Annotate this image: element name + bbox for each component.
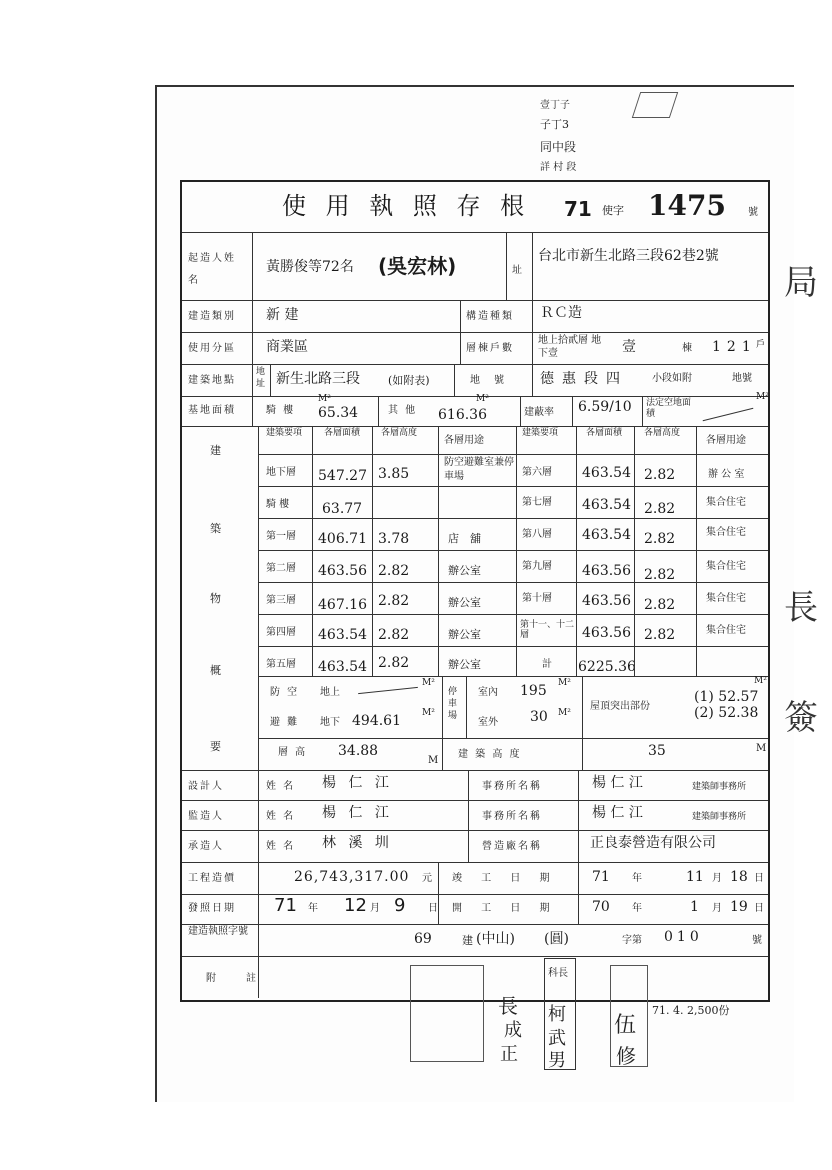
right-row-area-0: 463.54	[582, 465, 631, 481]
completion-year: 71	[592, 869, 610, 885]
right-row-name-6: 計	[542, 659, 552, 670]
applicant-label: 起造人姓名	[188, 253, 236, 286]
left-row-area-6: 463.54	[318, 659, 367, 675]
approval-stamp-1	[410, 965, 484, 1062]
parking-outdoor-label: 室外	[478, 717, 498, 728]
number-prefix: 使字	[602, 204, 624, 217]
left-row-name-4: 第三層	[266, 595, 296, 606]
print-note: 71. 4. 2,500份	[652, 1004, 730, 1017]
open-space-unit: M²	[756, 392, 769, 402]
permit-number-value: 010	[664, 929, 703, 945]
roof-value-1: (1) 52.57	[694, 689, 759, 705]
air-raid-unit-1: M²	[422, 678, 435, 688]
remarks-label: 附 註	[206, 973, 266, 984]
left-row-height-2: 3.78	[378, 531, 410, 547]
number-suffix: 號	[748, 207, 758, 218]
left-col-header-2: 各層面積	[323, 428, 360, 438]
air-raid-label-1: 防 空	[270, 687, 300, 698]
right-col-header-2: 各層面積	[585, 428, 622, 438]
other-label: 其 他	[388, 405, 418, 416]
applicant-handwritten-name: (吳宏林)	[378, 254, 457, 278]
structure-label: 構造種類	[466, 311, 514, 322]
summary-side-2: 築	[210, 522, 221, 535]
lot-subsection: 小段如附	[652, 373, 692, 384]
margin-char-2: 長	[784, 588, 818, 628]
cost-label: 工程造價	[188, 873, 236, 884]
building-type-value: 新 建	[266, 307, 299, 323]
corner-mark-4: 詳 村 段	[540, 162, 577, 173]
completion-m: 月	[712, 873, 722, 884]
parking-indoor-label: 室內	[478, 687, 498, 698]
left-row-use-3: 辦公室	[448, 564, 481, 577]
air-raid-below-value: 494.61	[352, 713, 401, 729]
right-row-name-2: 第八層	[522, 529, 552, 540]
summary-side-1: 建	[210, 444, 221, 457]
left-row-area-5: 463.54	[318, 627, 367, 643]
right-row-name-3: 第九層	[522, 561, 552, 572]
supervisor-role: 監造人	[188, 811, 224, 822]
left-col-header-3: 各層高度	[380, 428, 417, 438]
building-height-label: 建 築 高 度	[458, 749, 522, 760]
right-row-name-1: 第七層	[522, 497, 552, 508]
right-row-name-0: 第六層	[522, 467, 552, 478]
completion-label: 竣 工 日 期	[452, 873, 558, 884]
right-row-area-5: 463.56	[582, 625, 631, 641]
supervisor-office: 楊 仁 江	[592, 805, 643, 821]
right-row-height-3: 2.82	[644, 567, 676, 583]
start-day: 19	[730, 899, 748, 915]
cost-unit: 元	[422, 873, 432, 884]
completion-month: 11	[686, 869, 704, 885]
issue-day: 9	[394, 895, 406, 916]
roof-unit: M²	[754, 676, 767, 686]
right-row-height-4: 2.82	[644, 597, 676, 613]
left-row-name-2: 第一層	[266, 531, 296, 542]
issue-d: 日	[428, 903, 438, 914]
right-row-area-4: 463.56	[582, 593, 631, 609]
open-space-label: 法定空地面積	[646, 398, 692, 419]
parking-unit-2: M²	[558, 708, 571, 718]
stamp-char-7: 男	[548, 1050, 566, 1071]
left-row-name-3: 第二層	[266, 563, 296, 574]
start-label: 開 工 日 期	[452, 903, 558, 914]
left-row-use-0: 防空避難室兼停車場	[444, 457, 514, 482]
applicant-value: 黃勝俊等72名	[266, 259, 354, 275]
start-month: 1	[690, 899, 699, 915]
start-d: 日	[754, 903, 764, 914]
site-addr-label: 地址	[256, 367, 266, 389]
left-col-header-1: 建築要項	[265, 428, 302, 438]
left-row-name-1: 騎 樓	[266, 499, 290, 510]
supervisor-office-suffix: 建築師事務所	[692, 812, 747, 822]
start-year: 70	[592, 899, 610, 915]
roof-value-2: (2) 52.38	[694, 705, 759, 721]
left-row-name-0: 地下層	[266, 467, 296, 478]
designer-office-suffix: 建築師事務所	[692, 782, 747, 792]
base-area-label: 基地面積	[188, 405, 236, 416]
right-row-height-1: 2.82	[644, 501, 676, 517]
building-height-unit: M	[756, 743, 767, 754]
address-label: 址	[512, 265, 524, 276]
right-row-area-3: 463.56	[582, 563, 631, 579]
households-value: 121	[712, 339, 757, 355]
parking-indoor-value: 195	[520, 683, 547, 699]
left-row-area-1: 63.77	[322, 501, 363, 517]
right-col-header-3: 各層高度	[643, 428, 680, 438]
building-type-label: 建造類別	[188, 311, 236, 322]
storey-height-unit: M	[428, 755, 439, 766]
contractor-office: 正良泰營造有限公司	[590, 835, 716, 851]
households-unit: 戶	[756, 340, 766, 350]
permit-zi: 字第	[622, 935, 642, 946]
issue-month: 12	[344, 895, 367, 916]
designer-role: 設計人	[188, 781, 224, 792]
air-raid-above: 地上	[320, 687, 340, 698]
left-row-area-0: 547.27	[318, 468, 367, 484]
permit-year: 69	[414, 931, 432, 947]
contractor-role: 承造人	[188, 841, 224, 852]
site-note: (如附表)	[388, 374, 430, 387]
right-col-header-1: 建築要項	[521, 428, 558, 438]
permit-circle: (圓)	[544, 931, 569, 947]
summary-side-5: 要	[210, 740, 221, 753]
form-title: 使 用 執 照 存 根	[282, 192, 531, 220]
left-row-height-4: 2.82	[378, 593, 410, 609]
left-row-use-6: 辦公室	[448, 658, 481, 671]
floors-label: 層棟戶數	[466, 343, 514, 354]
other-unit: M²	[476, 394, 489, 404]
permit-form	[180, 180, 770, 1002]
left-row-height-5: 2.82	[378, 627, 410, 643]
storey-height-value: 34.88	[338, 743, 379, 759]
buildings-unit: 棟	[682, 343, 692, 354]
structure-value: ＲＣ造	[540, 305, 582, 321]
issue-m: 月	[370, 903, 380, 914]
stamp-char-2: 成	[504, 1020, 522, 1041]
left-col-header-4: 各層用途	[444, 435, 484, 446]
right-row-use-2: 集合住宅	[706, 527, 746, 538]
supervisor-name: 楊 仁 江	[322, 805, 393, 821]
stamp-char-5: 柯	[548, 1004, 566, 1025]
arcade-label: 騎 樓	[266, 405, 296, 416]
left-row-area-4: 467.16	[318, 597, 367, 613]
stamp-char-6: 武	[548, 1028, 566, 1049]
arcade-value: 65.34	[318, 405, 359, 421]
stamp-char-3: 正	[500, 1044, 518, 1065]
corner-mark-3: 同中段	[540, 140, 577, 154]
completion-y: 年	[632, 873, 642, 884]
roof-label: 屋頂突出部份	[590, 701, 650, 712]
zoning-value: 商業區	[266, 339, 308, 355]
right-row-area-2: 463.54	[582, 527, 631, 543]
storey-height-label: 層 高	[278, 747, 308, 758]
start-m: 月	[712, 903, 722, 914]
arcade-unit: M²	[318, 394, 331, 404]
right-row-height-0: 2.82	[644, 467, 676, 483]
zoning-label: 使用分區	[188, 343, 236, 354]
coverage-value: 6.59/10	[578, 399, 632, 415]
lot-label: 地 號	[470, 375, 506, 386]
building-height-value: 35	[648, 743, 666, 759]
cost-value: 26,743,317.00	[294, 869, 410, 885]
contractor-name: 林 溪 圳	[322, 835, 393, 851]
stamp-char-8: 伍	[614, 1013, 637, 1038]
completion-day: 18	[730, 869, 748, 885]
stamp-char-1: 長	[498, 994, 518, 1018]
corner-mark-2: 子丁3	[540, 118, 569, 131]
right-row-use-4: 集合住宅	[706, 593, 746, 604]
contractor-office-label: 營造廠名稱	[482, 841, 542, 852]
completion-d: 日	[754, 873, 764, 884]
left-row-name-6: 第五層	[266, 659, 296, 670]
parking-outdoor-value: 30	[530, 709, 548, 725]
supervisor-name-label: 姓 名	[266, 811, 296, 822]
designer-office-label: 事務所名稱	[482, 781, 542, 792]
margin-char-3: 簽	[784, 698, 818, 738]
permit-district: (中山)	[476, 931, 515, 947]
right-row-area-1: 463.54	[582, 497, 631, 513]
buildings-value: 壹	[622, 339, 636, 355]
left-row-height-6: 2.82	[378, 655, 410, 671]
summary-side-3: 物	[210, 592, 221, 605]
stamp-char-9: 修	[616, 1044, 636, 1068]
start-y: 年	[632, 903, 642, 914]
margin-char-1: 局	[784, 263, 818, 303]
summary-side-4: 概	[210, 664, 221, 677]
right-row-use-0: 辦 公 室	[708, 469, 745, 480]
right-row-name-5: 第十一、十二層	[520, 620, 575, 640]
right-row-area-6: 6225.36	[578, 659, 636, 675]
right-row-use-5: 集合住宅	[706, 625, 746, 636]
designer-office: 楊 仁 江	[592, 775, 643, 791]
left-row-use-2: 店 舖	[448, 532, 481, 545]
permit-number: 1475	[648, 189, 726, 222]
left-row-height-3: 2.82	[378, 563, 410, 579]
coverage-label: 建蔽率	[524, 407, 554, 418]
right-col-header-4: 各層用途	[706, 435, 746, 446]
parking-unit-1: M²	[558, 678, 571, 688]
air-raid-below: 地下	[320, 717, 340, 728]
left-row-use-4: 辦公室	[448, 596, 481, 609]
designer-name-label: 姓 名	[266, 781, 296, 792]
left-row-use-5: 辦公室	[448, 628, 481, 641]
right-row-height-2: 2.82	[644, 531, 676, 547]
lot-section: 德惠段四	[540, 371, 628, 387]
supervisor-office-label: 事務所名稱	[482, 811, 542, 822]
site-address: 新生北路三段	[276, 371, 360, 387]
other-value: 616.36	[438, 407, 487, 423]
contractor-name-label: 姓 名	[266, 841, 296, 852]
corner-mark-1: 壹丁子	[540, 100, 570, 111]
left-row-name-5: 第四層	[266, 627, 296, 638]
stamp-char-4: 科長	[548, 968, 568, 979]
permit-hao: 號	[752, 935, 762, 946]
issue-y: 年	[308, 903, 318, 914]
applicant-address: 台北市新生北路三段62巷2號	[538, 248, 719, 264]
issue-year: 71	[274, 895, 297, 916]
year-mark: 71	[564, 197, 592, 221]
left-row-height-0: 3.85	[378, 466, 410, 482]
permit-label: 建造執照字號	[188, 926, 248, 937]
designer-name: 楊 仁 江	[322, 775, 393, 791]
right-row-height-5: 2.82	[644, 627, 676, 643]
lot-end: 地號	[732, 373, 752, 384]
floors-value: 地上拾貳層 地下壹	[538, 335, 602, 359]
air-raid-unit-2: M²	[422, 708, 435, 718]
permit-jian: 建	[462, 934, 473, 947]
right-row-use-3: 集合住宅	[706, 561, 746, 572]
air-raid-label-2: 避 難	[270, 717, 300, 728]
right-row-name-4: 第十層	[522, 593, 552, 604]
left-row-area-3: 463.56	[318, 563, 367, 579]
right-row-use-1: 集合住宅	[706, 497, 746, 508]
parking-label: 停車場	[448, 687, 458, 721]
issue-label: 發照日期	[188, 903, 236, 914]
site-label: 建築地點	[188, 375, 236, 386]
left-row-area-2: 406.71	[318, 531, 367, 547]
